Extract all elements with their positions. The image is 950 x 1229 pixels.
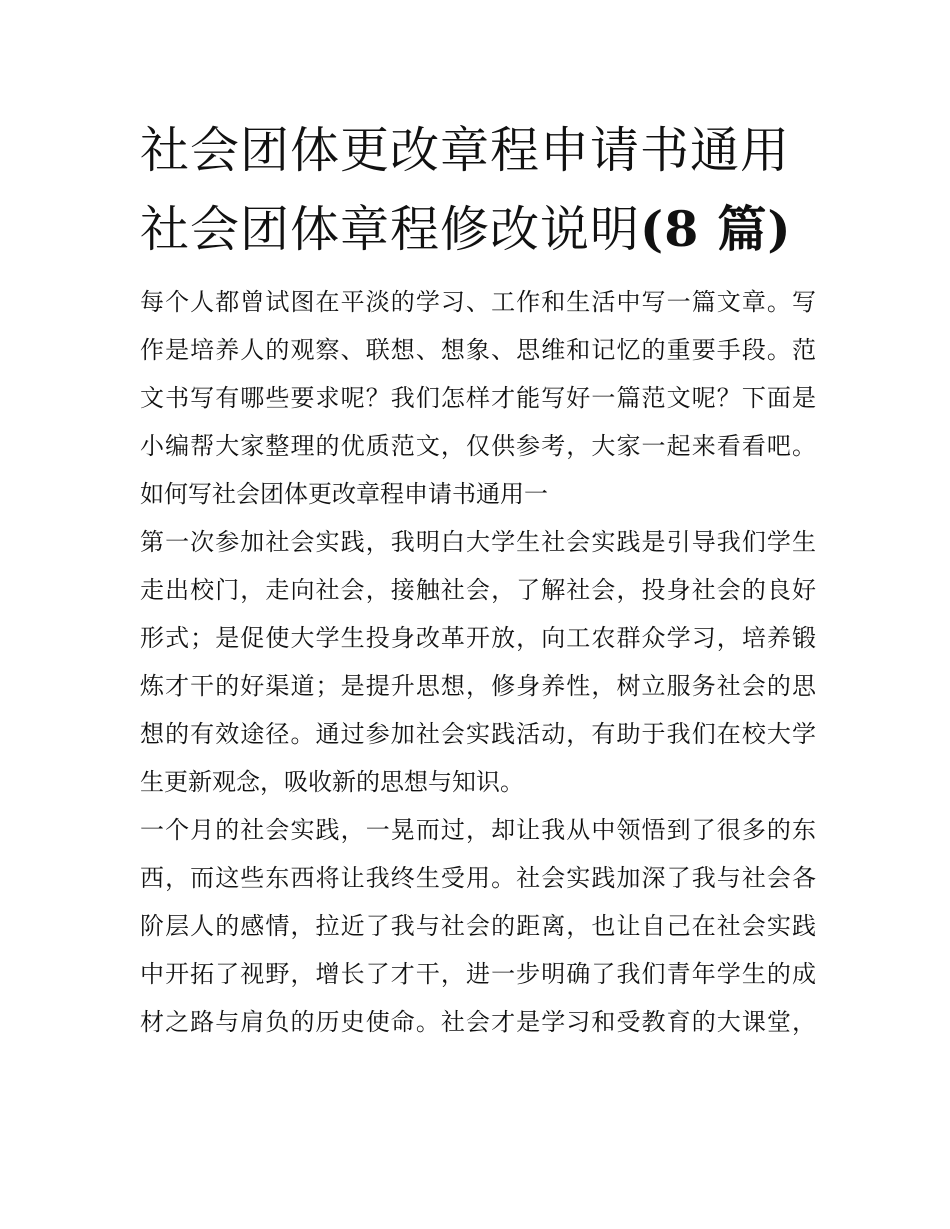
paragraph-line: 生更新观念，吸收新的思想与知识。 — [140, 768, 524, 796]
intro-line: 文书写有哪些要求呢？我们怎样才能写好一篇范文呢？下面是 — [140, 384, 816, 412]
paragraph-line: 西，而这些东西将让我终生受用。社会实践加深了我与社会各 — [140, 864, 816, 892]
title-line-2 — [140, 190, 820, 269]
paragraph-line: 第一次参加社会实践，我明白大学生社会实践是引导我们学生 — [140, 528, 816, 556]
title-line-1-text: 社会团体更改章程申请书通用 — [140, 122, 791, 179]
intro-line: 小编帮大家整理的优质范文，仅供参考，大家一起来看看吧。 — [140, 432, 816, 460]
title-line-2-text: 社会团体章程修改说明 — [140, 201, 641, 258]
intro-line: 作是培养人的观察、联想、想象、思维和记忆的重要手段。范 — [140, 336, 816, 364]
paragraph-line: 炼才干的好渠道；是提升思想，修身养性，树立服务社会的思 — [140, 672, 816, 700]
title-count: (8 篇) — [640, 200, 792, 258]
paragraph-line: 材之路与肩负的历史使命。社会才是学习和受教育的大课堂， — [140, 1008, 816, 1036]
intro-line: 每个人都曾试图在平淡的学习、工作和生活中写一篇文章。写 — [140, 288, 816, 316]
paragraph-line: 形式；是促使大学生投身改革开放，向工农群众学习，培养锻 — [140, 624, 816, 652]
paragraph-line: 一个月的社会实践，一晃而过，却让我从中领悟到了很多的东 — [140, 816, 816, 844]
paragraph-line: 走出校门，走向社会，接触社会，了解社会，投身社会的良好 — [140, 576, 816, 604]
paragraph-line: 想的有效途径。通过参加社会实践活动，有助于我们在校大学 — [140, 720, 816, 748]
section-heading: 如何写社会团体更改章程申请书通用一 — [140, 480, 548, 508]
title-line-1 — [140, 112, 820, 190]
document-body — [140, 278, 816, 1046]
paragraph-line: 阶层人的感情，拉近了我与社会的距离，也让自己在社会实践 — [140, 912, 816, 940]
paragraph-line: 中开拓了视野，增长了才干，进一步明确了我们青年学生的成 — [140, 960, 816, 988]
document-title — [140, 112, 820, 269]
